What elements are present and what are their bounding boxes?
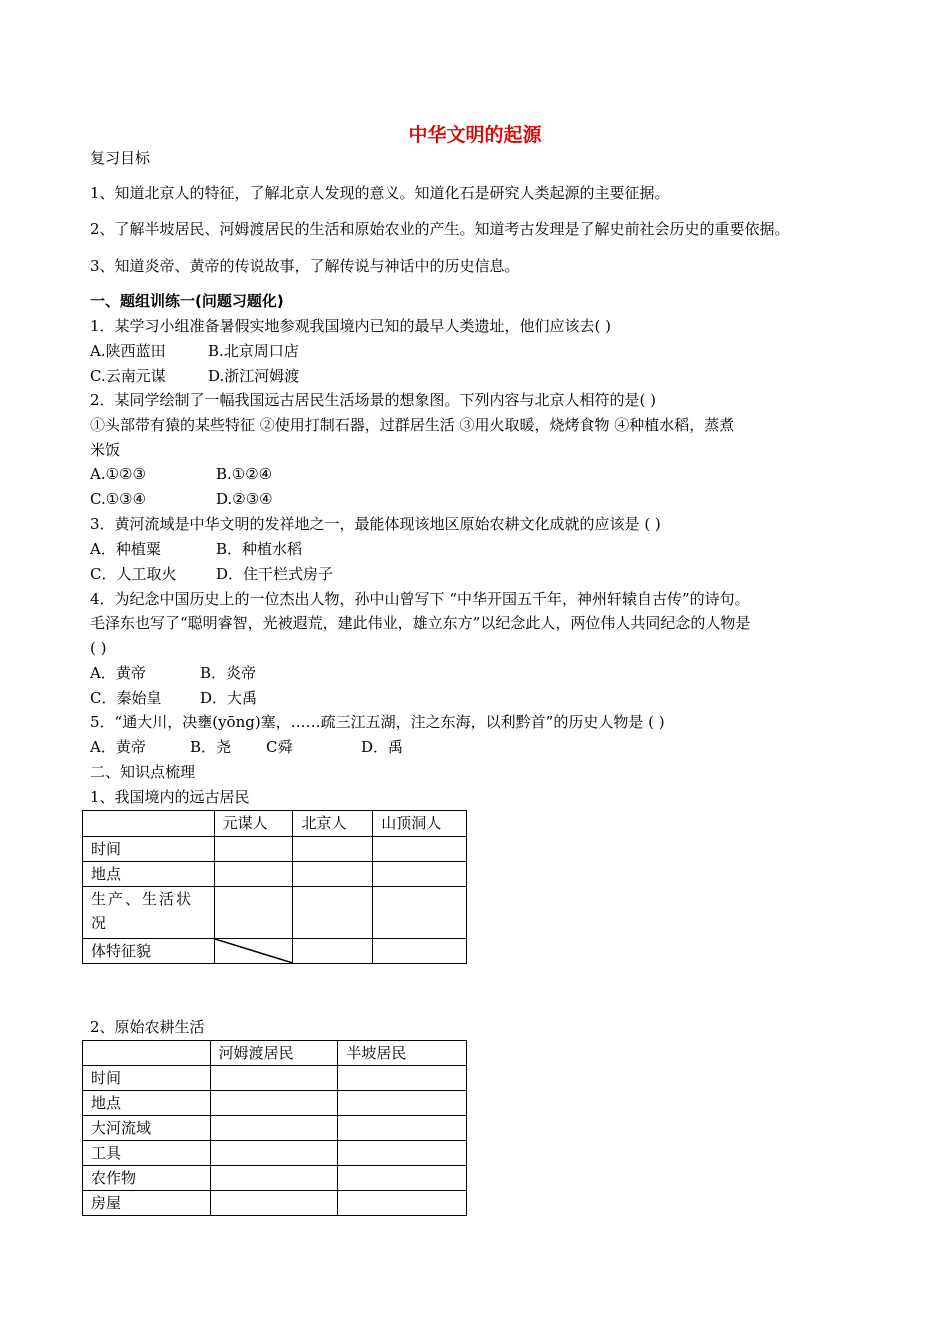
table-cell (293, 862, 373, 887)
objective-3: 3、知道炎帝、黄帝的传说故事，了解传说与神话中的历史信息。 (90, 257, 520, 275)
table-cell (214, 837, 293, 862)
q4-stem-2: 毛泽东也写了“聪明睿智，光被遐荒，建此伟业，雄立东方”以纪念此人，两位伟人共同纪念的人物是 (90, 614, 751, 632)
table-cell (293, 837, 373, 862)
q2-items: ①头部带有猿的某些特征 ②使用打制石器，过群居生活 ③用火取暖，烧烤食物 ④种植水稻，蒸煮 (90, 416, 735, 434)
diagonal-line (215, 939, 293, 963)
q4-paren: ( ) (90, 639, 107, 657)
objective-1: 1、知道北京人的特征，了解北京人发现的意义。知道化石是研究人类起源的主要征据。 (90, 184, 670, 202)
table-cell (373, 939, 467, 964)
q3-option-b: B．种植水稻 (216, 540, 303, 558)
row-label: 工具 (83, 1141, 211, 1166)
table-cell (210, 1066, 338, 1091)
table-row (83, 887, 467, 939)
q3-options-row1 (90, 539, 302, 559)
row-label: 时间 (83, 837, 215, 862)
section1-heading: 一、题组训练一(问题习题化) (90, 292, 284, 310)
table-cell (338, 1091, 467, 1116)
table-row (83, 862, 467, 887)
q2-option-c: C.①③④ (90, 490, 147, 508)
table-row (83, 1166, 467, 1191)
q4-option-c: C．秦始皇 (90, 689, 162, 707)
q5-stem: 5．“通大川，决壅(yōng)塞，……疏三江五湖，注之东海，以利黔首”的历史人物是 ( ) (90, 713, 665, 731)
q5-options (90, 737, 403, 757)
q1-option-d: D.浙江河姆渡 (208, 367, 300, 385)
row-label: 大河流域 (83, 1116, 211, 1141)
table-header: 山顶洞人 (373, 811, 467, 837)
q2-items-cont: 米饭 (90, 441, 121, 459)
table-row (83, 1116, 467, 1141)
q1-options-row1 (90, 341, 299, 361)
q1-options-row2 (90, 366, 299, 386)
q4-options-row2 (90, 688, 257, 708)
row-label-line1: 生产、生活状 (91, 890, 194, 908)
table-row (83, 811, 467, 837)
q2-options-row2 (90, 489, 273, 509)
ancient-residents-table (82, 810, 467, 964)
table-header: 元谋人 (214, 811, 293, 837)
q3-option-c: C．人工取火 (90, 565, 177, 583)
page-title: 中华文明的起源 (408, 124, 542, 146)
table-row (83, 1091, 467, 1116)
table-row (83, 1141, 467, 1166)
q5-option-a: A．黄帝 (90, 738, 146, 756)
q4-option-a: A．黄帝 (90, 664, 146, 682)
table-cell (338, 1166, 467, 1191)
q1-option-c: C.云南元谋 (90, 367, 166, 385)
table-cell (214, 887, 293, 939)
row-label-line2: 况 (91, 914, 109, 932)
table-cell (338, 1066, 467, 1091)
table-cell (210, 1166, 338, 1191)
table-cell (83, 1041, 211, 1066)
table-cell (83, 811, 215, 837)
row-label (83, 887, 215, 939)
objective-2: 2、了解半坡居民、河姆渡居民的生活和原始农业的产生。知道考古发理是了解史前社会历史的重要依据。 (90, 220, 790, 238)
table-header: 北京人 (293, 811, 373, 837)
table-cell (210, 1116, 338, 1141)
farming-life-table (82, 1040, 467, 1216)
q4-options-row1 (90, 663, 256, 683)
q5-option-c: C舜 (266, 738, 293, 756)
q1-option-a: A.陕西蓝田 (90, 342, 166, 360)
table-cell (373, 862, 467, 887)
table-row (83, 837, 467, 862)
row-label: 地点 (83, 862, 215, 887)
row-label: 农作物 (83, 1166, 211, 1191)
q2-option-d: D.②③④ (216, 490, 273, 508)
q1-option-b: B.北京周口店 (208, 342, 299, 360)
table-header: 半坡居民 (338, 1041, 467, 1066)
row-label: 时间 (83, 1066, 211, 1091)
q4-stem: 4．为纪念中国历史上的一位杰出人物，孙中山曾写下 “中华开国五千年，神州轩辕自古传”的诗句。 (90, 590, 750, 608)
q4-option-d: D．大禹 (200, 689, 258, 707)
table-header: 河姆渡居民 (210, 1041, 338, 1066)
q4-option-b: B．炎帝 (200, 664, 257, 682)
crossed-out-cell (214, 939, 293, 964)
table-row (83, 939, 467, 964)
table-cell (293, 887, 373, 939)
q2-option-b: B.①②④ (216, 465, 273, 483)
table-row (83, 1191, 467, 1216)
review-heading: 复习目标 (90, 149, 151, 167)
table-cell (293, 939, 373, 964)
table2-caption: 2、原始农耕生活 (90, 1018, 205, 1036)
table-cell (338, 1141, 467, 1166)
q5-option-b: B．尧 (190, 738, 232, 756)
q1-stem: 1．某学习小组准备暑假实地参观我国境内已知的最早人类遗址，他们应该去( ) (90, 317, 612, 335)
q3-stem: 3．黄河流域是中华文明的发祥地之一，最能体现该地区原始农耕文化成就的应该是 ( ) (90, 515, 661, 533)
table-cell (338, 1116, 467, 1141)
q5-option-d: D．禹 (361, 738, 404, 756)
q3-option-d: D．住干栏式房子 (216, 565, 334, 583)
q2-options-row1 (90, 464, 272, 484)
table-cell (373, 837, 467, 862)
table-row (83, 1066, 467, 1091)
row-label: 房屋 (83, 1191, 211, 1216)
q2-option-a: A.①②③ (90, 465, 146, 483)
table1-caption: 1、我国境内的远古居民 (90, 788, 250, 806)
table-cell (338, 1191, 467, 1216)
section2-heading: 二、知识点梳理 (90, 763, 196, 781)
table-cell (373, 887, 467, 939)
table-cell (210, 1091, 338, 1116)
q3-option-a: A．种植粟 (90, 540, 161, 558)
table-row (83, 1041, 467, 1066)
row-label: 地点 (83, 1091, 211, 1116)
q2-stem: 2．某同学绘制了一幅我国远古居民生活场景的想象图。下列内容与北京人相符的是( ) (90, 391, 657, 409)
row-label: 体特征貌 (83, 939, 215, 964)
table-cell (214, 862, 293, 887)
q3-options-row2 (90, 564, 333, 584)
table-cell (210, 1141, 338, 1166)
table-cell (210, 1191, 338, 1216)
